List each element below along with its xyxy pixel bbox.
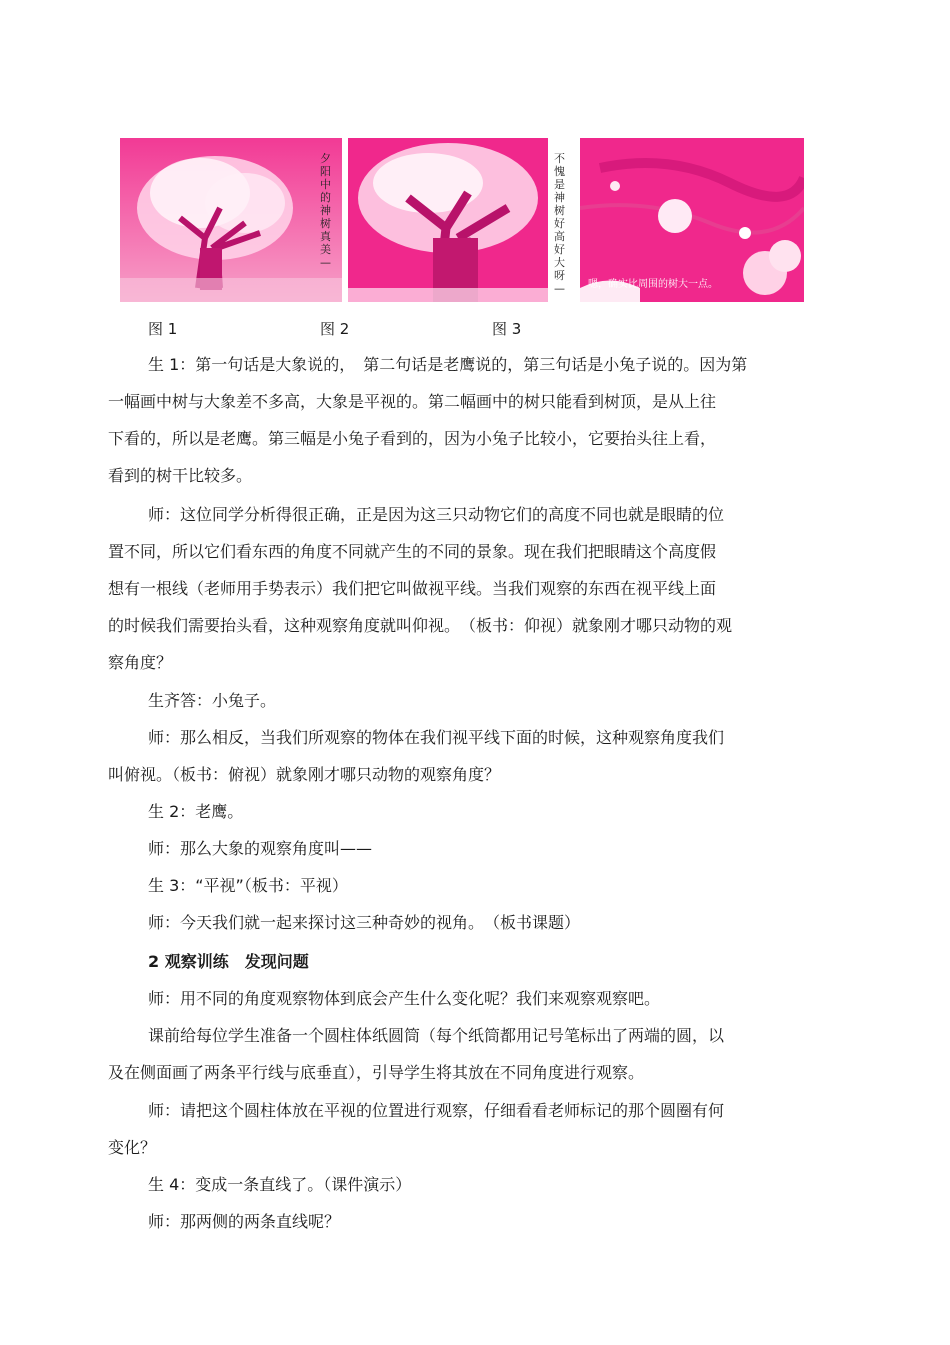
- paragraph-line: 叫俯视。（板书：俯视）就象刚才哪只动物的观察角度？: [108, 765, 501, 784]
- figure-2-image: [348, 138, 572, 302]
- figure-1-image: [120, 138, 342, 302]
- paragraph-line: 的时候我们需要抬头看，这种观察角度就叫仰视。 （板书：仰视）就象刚才哪只动物的观: [108, 616, 733, 635]
- paragraph-line: 生 2：老鹰。: [148, 802, 244, 821]
- paragraph-line: 师：用不同的角度观察物体到底会产生什么变化呢？我们来观察观察吧。: [148, 989, 661, 1008]
- section-heading: 2 观察训练 发现问题: [148, 952, 309, 971]
- paragraph-line: 下看的，所以是老鹰。第三幅是小兔子看到的，因为小兔子比较小，它要抬头往上看，: [108, 429, 717, 448]
- figure-1-label: 图 1: [148, 320, 178, 338]
- paragraph-line: 变化？: [108, 1138, 157, 1157]
- paragraph-line: 课前给每位学生准备一个圆柱体纸圆筒（每个纸筒都用记号笔标出了两端的圆，以: [148, 1026, 725, 1045]
- figure-3-image: [580, 138, 804, 302]
- paragraph-line: 师：那么大象的观察角度叫——: [148, 839, 373, 858]
- figure-1-caption: 夕阳中的神树真美—: [320, 152, 331, 269]
- paragraph-line: 置不同，所以它们看东西的角度不同就产生的不同的景象。现在我们把眼睛这个高度假: [108, 542, 717, 561]
- figure-2-caption: 不愧是神树好高好大呀—: [554, 152, 565, 295]
- paragraph-line: 察角度？: [108, 653, 173, 672]
- paragraph-line: 师：那两侧的两条直线呢？: [148, 1212, 341, 1231]
- paragraph-line: 师：请把这个圆柱体放在平视的位置进行观察，仔细看看老师标记的那个圆圈有何: [148, 1101, 725, 1120]
- paragraph-line: 生 3：“平视”（板书：平视）: [148, 876, 348, 895]
- paragraph-line: 看到的树干比较多。: [108, 466, 253, 485]
- paragraph-line: 及在侧面画了两条平行线与底垂直），引导学生将其放在不同角度进行观察。: [108, 1063, 645, 1082]
- figure-3-caption: 嗯，确实比周围的树大一点。: [588, 279, 718, 290]
- paragraph-line: 生 4：变成一条直线了。（课件演示）: [148, 1175, 412, 1194]
- paragraph-line: 师：这位同学分析得很正确，正是因为这三只动物它们的高度不同也就是眼睛的位: [148, 505, 725, 524]
- paragraph-line: 师：那么相反，当我们所观察的物体在我们视平线下面的时候，这种观察角度我们: [148, 728, 725, 747]
- paragraph-line: 一幅画中树与大象差不多高，大象是平视的。第二幅画中的树只能看到树顶，是从上往: [108, 392, 717, 411]
- paragraph-line: 想有一根线（老师用手势表示）我们把它叫做视平线。当我们观察的东西在视平线上面: [108, 579, 717, 598]
- figure-2-label: 图 2: [320, 320, 350, 338]
- figure-3-label: 图 3: [492, 320, 522, 338]
- paragraph-line: 师：今天我们就一起来探讨这三种奇妙的视角。 （板书课题）: [148, 913, 581, 932]
- paragraph-line: 生 1：第一句话是大象说的， 第二句话是老鹰说的，第三句话是小兔子说的。因为第: [148, 355, 748, 374]
- paragraph-line: 生齐答：小兔子。: [148, 691, 277, 710]
